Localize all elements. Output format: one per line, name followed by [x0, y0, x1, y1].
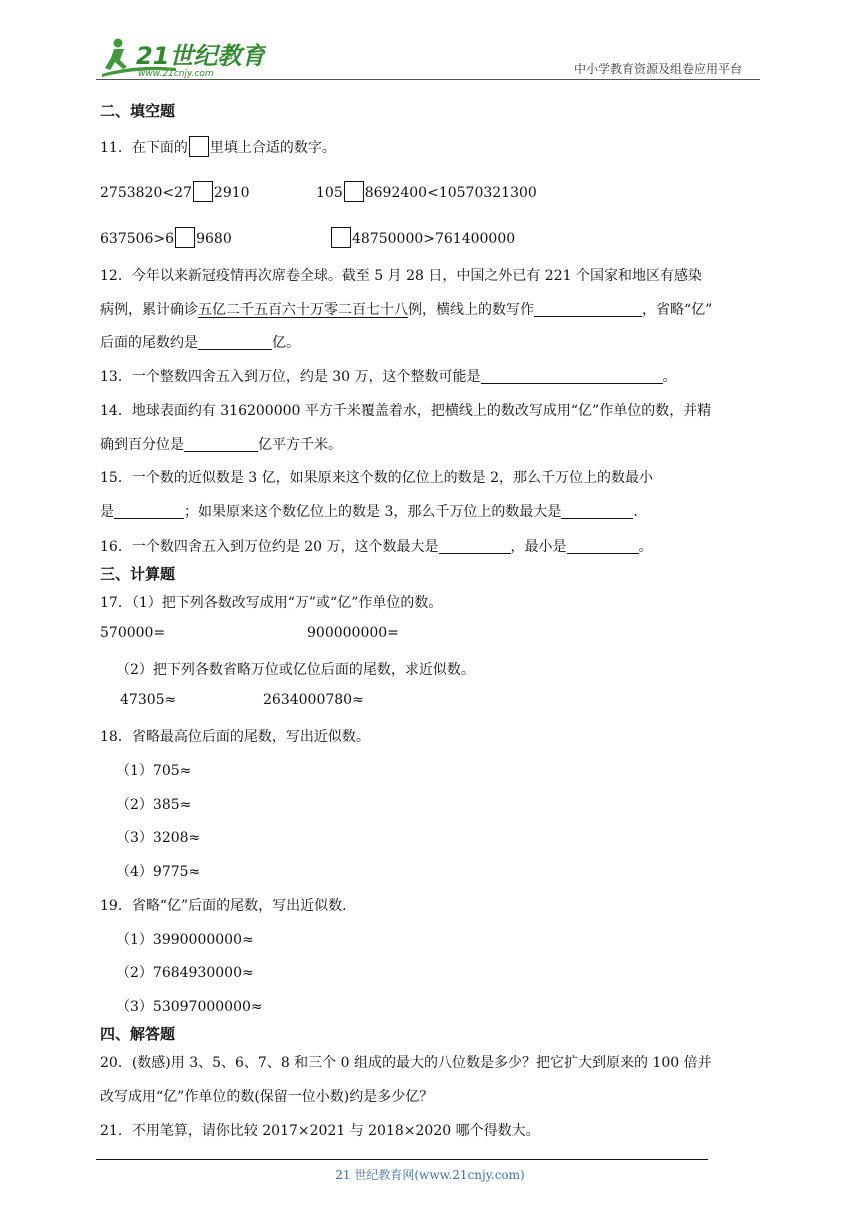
header-platform-text: 中小学教育资源及组卷应用平台 [574, 62, 743, 76]
q18-item: （3）3208≈ [116, 830, 201, 846]
underlined-number-words: 五亿二千五百六十万零二百七十八 [198, 302, 408, 318]
q21: 21．不用笔算，请你比较 2017×2021 与 2018×2020 哪个得数大。 [100, 1123, 540, 1139]
site-logo [96, 34, 266, 80]
header-divider [96, 79, 760, 80]
q17-part2: （2）把下列各数省略万位或亿位后面的尾数，求近似数。 [116, 662, 475, 678]
q18-stem: 18．省略最高位后面的尾数，写出近似数。 [100, 729, 370, 745]
q19-item: （3）53097000000≈ [116, 999, 263, 1015]
footer-site-link[interactable]: 21 世纪教育网(www.21cnjy.com) [335, 1168, 525, 1182]
answer-box[interactable] [189, 136, 209, 157]
q11-row1b: 105 8692400<10570321300 [316, 181, 537, 202]
q12-line1: 12．今年以来新冠疫情再次席卷全球。截至 5 月 28 日，中国之外已有 221 个国家和地区有感染 [100, 268, 702, 284]
q18-item: （2）385≈ [116, 797, 192, 813]
answer-blank[interactable] [114, 503, 184, 519]
q20-line1: 20．(数感)用 3、5、6、7、8 和三个 0 组成的最大的八位数是多少？把它扩大到原来的 100 倍并 [100, 1055, 712, 1071]
q12-line2: 病例，累计确诊五亿二千五百六十万零二百七十八例，横线上的数写作 ，省略“亿” [100, 302, 713, 318]
footer-divider [96, 1159, 708, 1160]
q19-stem: 19．省略“亿”后面的尾数，写出近似数. [100, 898, 347, 914]
answer-blank[interactable] [184, 436, 258, 452]
q15-line2: 是 ；如果原来这个数亿位上的数是 3，那么千万位上的数最大是 . [100, 504, 638, 520]
q15-line1: 15．一个数的近似数是 3 亿，如果原来这个数的亿位上的数是 2，那么千万位上的数最小 [100, 470, 653, 486]
q19-item: （2）7684930000≈ [116, 965, 254, 981]
q18-item: （1）705≈ [116, 763, 192, 779]
q11-stem: 11．在下面的 里填上合适的数字。 [100, 136, 336, 157]
q19-item: （1）3990000000≈ [116, 932, 254, 948]
answer-box[interactable] [331, 227, 351, 248]
answer-box[interactable] [193, 181, 213, 202]
section-answer: 四、解答题 [100, 1025, 176, 1043]
logo-url: www.21cnjy.com [138, 69, 214, 79]
q11-row2a: 637506>6 9680 [100, 227, 232, 248]
q14-line2: 确到百分位是 亿平方千米。 [100, 437, 342, 453]
answer-blank[interactable] [534, 301, 642, 317]
logo-title: 21世纪教育 [136, 42, 266, 70]
answer-blank[interactable] [561, 503, 633, 519]
q11-row2b: 48750000>761400000 [330, 227, 515, 248]
q16: 16．一个数四舍五入到万位约是 20 万，这个数最大是 ，最小是 。 [100, 539, 653, 555]
q17-expr3: 47305≈ [120, 692, 177, 708]
q17-expr4: 2634000780≈ [263, 692, 364, 708]
answer-blank[interactable] [567, 538, 639, 554]
q17-part1: 17．（1）把下列各数改写成用“万”或“亿”作单位的数。 [100, 595, 443, 611]
q13: 13．一个整数四舍五入到万位，约是 30 万，这个整数可能是 。 [100, 369, 677, 385]
q17-expr1: 570000= [100, 625, 166, 641]
q18-item: （4）9775≈ [116, 864, 201, 880]
answer-box[interactable] [344, 181, 364, 202]
answer-blank[interactable] [481, 368, 663, 384]
answer-blank[interactable] [198, 334, 272, 350]
q17-expr2: 900000000= [307, 625, 399, 641]
answer-box[interactable] [175, 227, 195, 248]
q12-line3: 后面的尾数约是 亿。 [100, 335, 300, 351]
section-calculation: 三、计算题 [100, 565, 176, 583]
answer-blank[interactable] [439, 538, 511, 554]
q11-row1a: 2753820<27 2910 [100, 181, 250, 202]
q14-line1: 14．地球表面约有 316200000 平方千米覆盖着水，把横线上的数改写成用“亿”作单位的数，并精 [100, 403, 712, 419]
section-fill-in: 二、填空题 [100, 102, 176, 120]
q20-line2: 改写成用“亿”作单位的数(保留一位小数)约是多少亿？ [100, 1089, 434, 1105]
